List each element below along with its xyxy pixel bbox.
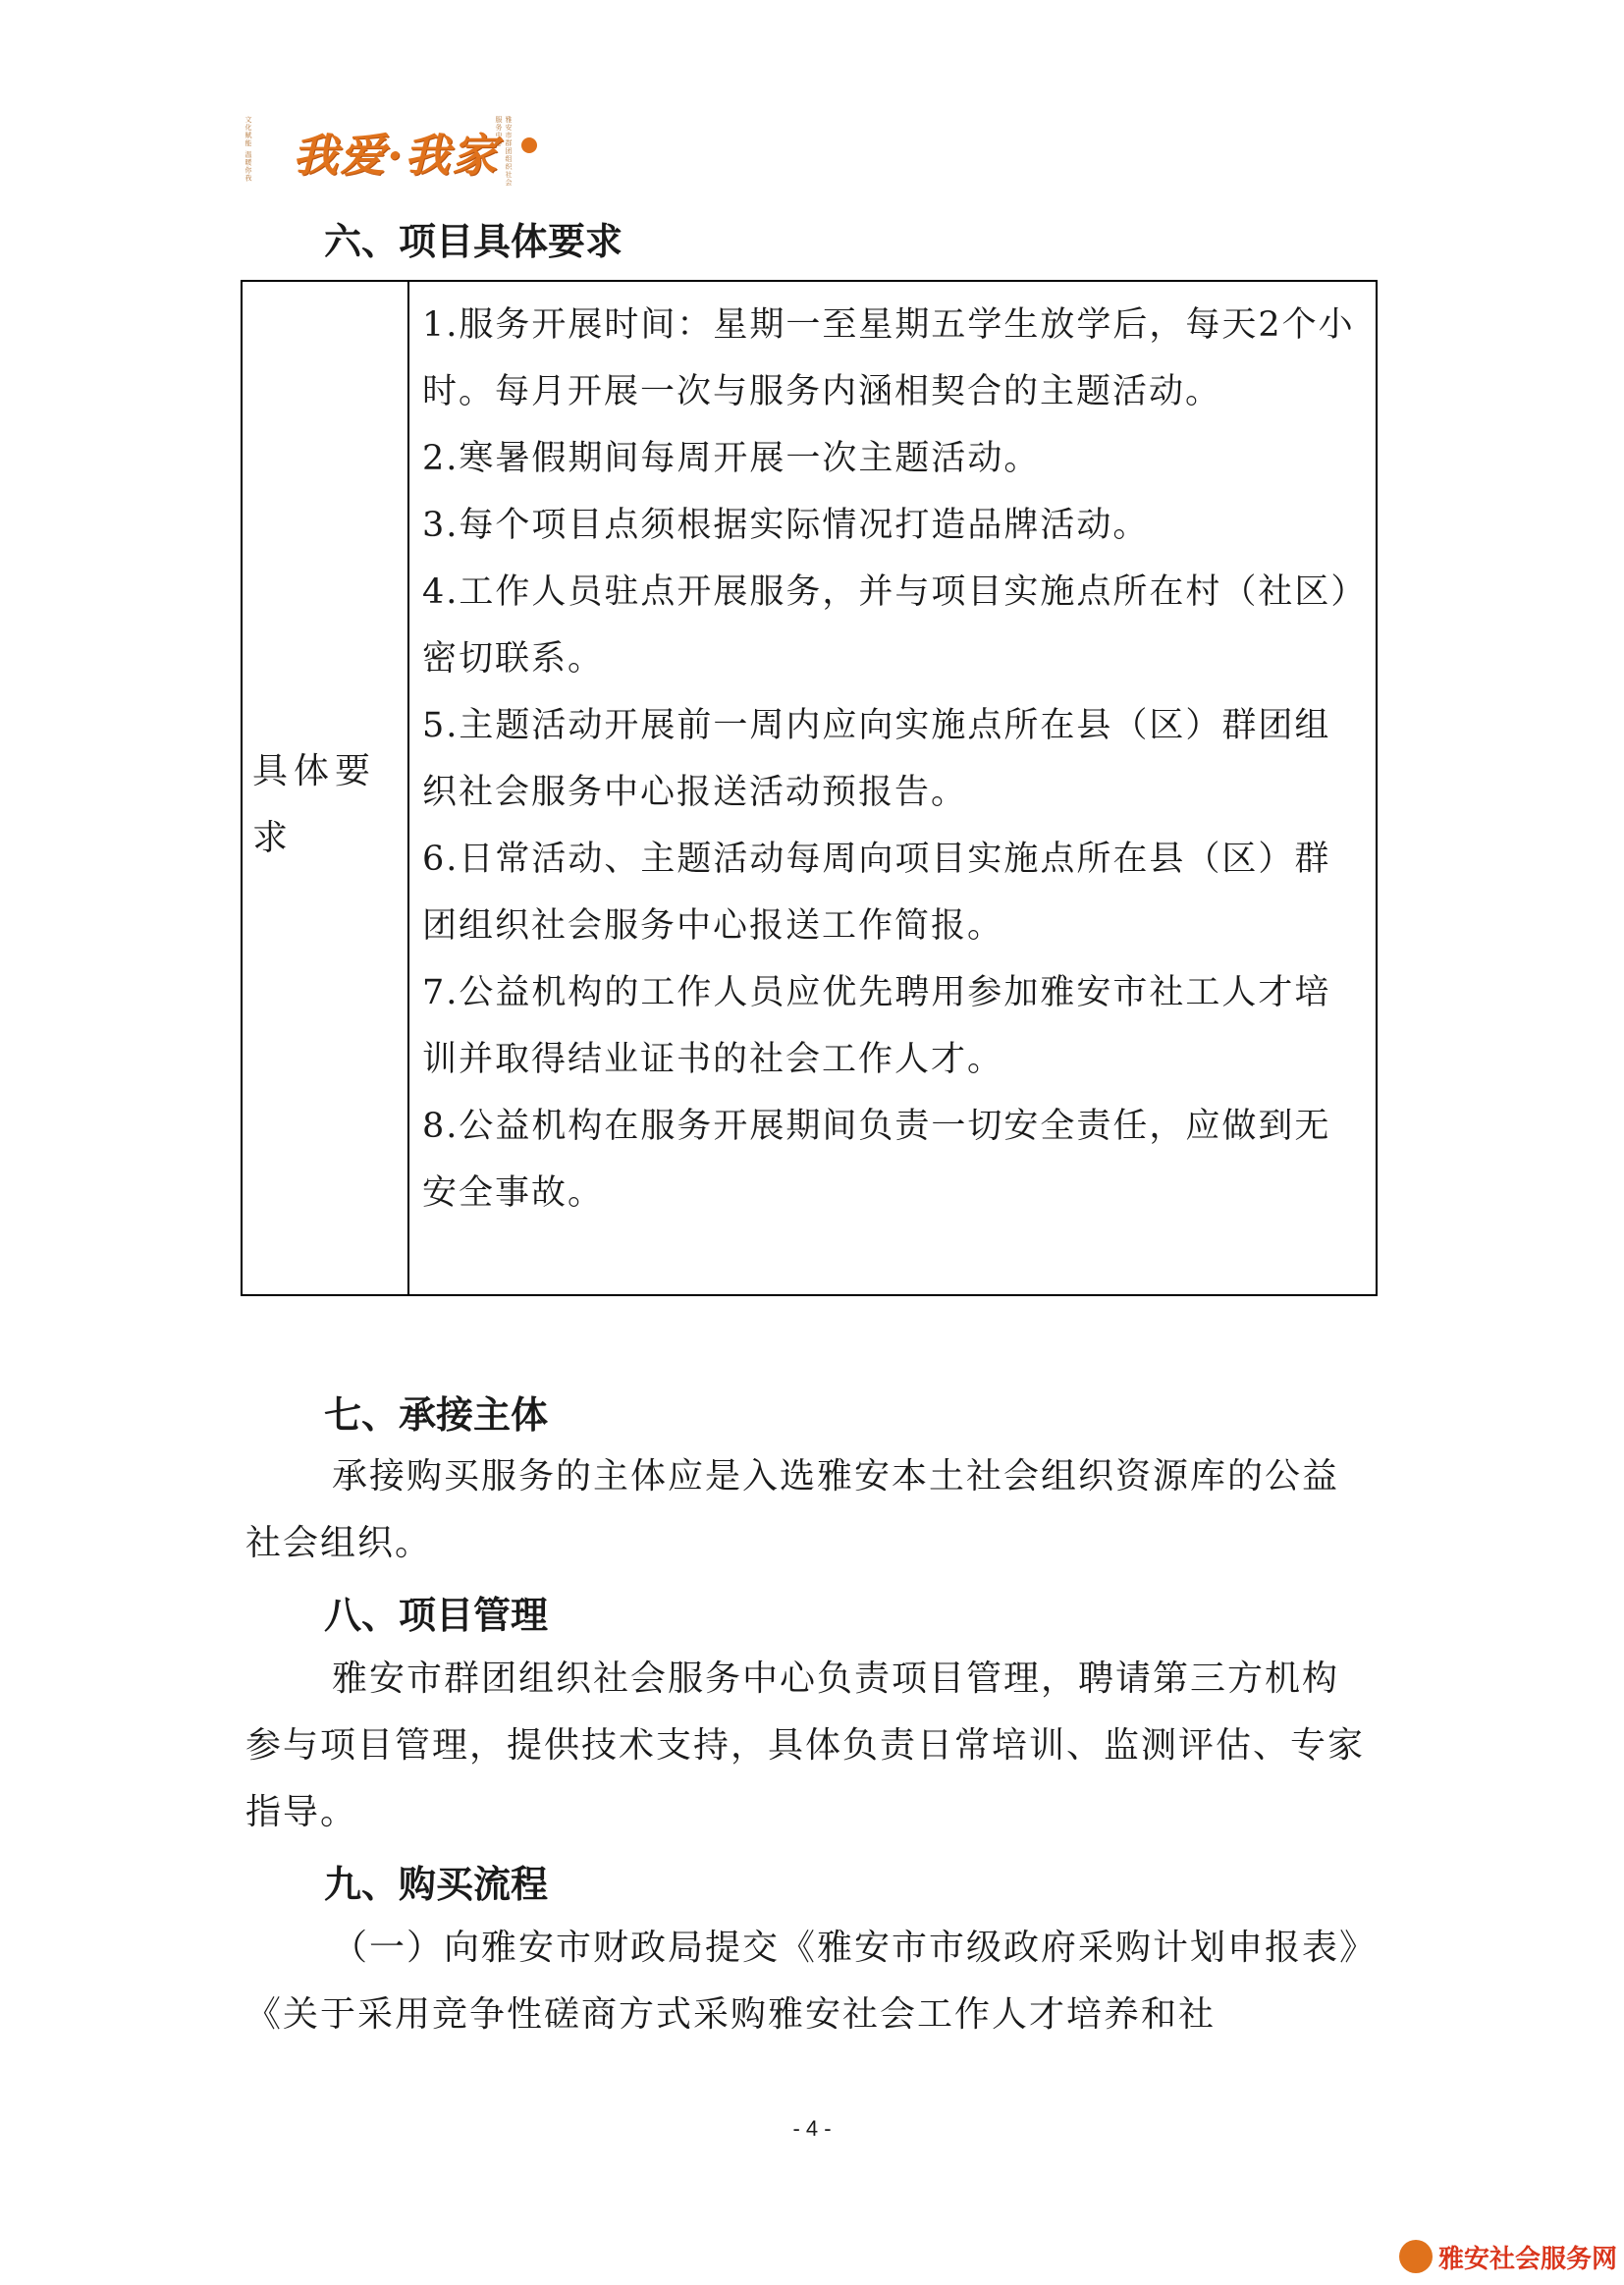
section-heading-6: 六、项目具体要求 — [324, 220, 623, 263]
logo-side-text-left: 文化赋能 温暖你我 — [244, 116, 252, 183]
requirement-item: 2.寒暑假期间每周开展一次主题活动。 — [422, 439, 1041, 478]
logo-seal-icon — [521, 137, 537, 153]
requirement-item: 3.每个项目点须根据实际情况打造品牌活动。 — [422, 506, 1150, 545]
requirement-item: 1.服务开展时间：星期一至星期五学生放学后，每天2个小时。每月开展一次与服务内涵相契合的主题活动。 — [422, 305, 1355, 411]
requirement-item: 6.日常活动、主题活动每周向项目实施点所在县（区）群团组织社会服务中心报送工作简报。 — [422, 840, 1331, 946]
table-column-divider — [407, 282, 409, 1294]
section-8-paragraph: 雅安市群团组织社会服务中心负责项目管理，聘请第三方机构参与项目管理，提供技术支持，具体负责日常培训、监测评估、专家指导。 — [245, 1659, 1366, 1832]
heart-logo-icon — [1399, 2240, 1433, 2273]
requirements-table — [241, 280, 1378, 1296]
requirement-item: 7.公益机构的工作人员应优先聘用参加雅安市社工人才培训并取得结业证书的社会工作人才。 — [422, 973, 1331, 1079]
requirement-item: 4.工作人员驻点开展服务，并与项目实施点所在村（社区）密切联系。 — [422, 572, 1350, 679]
page-number: - 4 - — [792, 2116, 832, 2141]
logo-side-text-right: 雅安市群团组织社会服务中心 — [495, 116, 513, 187]
table-label-cell: 具体要求 — [252, 751, 377, 858]
section-7-paragraph: 承接购买服务的主体应是入选雅安本土社会组织资源库的公益社会组织。 — [245, 1456, 1340, 1563]
watermark — [1399, 2237, 1617, 2276]
watermark-text: 雅安社会服务网 — [1438, 2244, 1618, 2274]
requirement-item: 5.主题活动开展前一周内应向实施点所在县（区）群团组织社会服务中心报送活动预报告。 — [422, 706, 1331, 812]
logo-title: 我爱·我家 — [293, 129, 500, 182]
table-content-cell — [422, 292, 1365, 1226]
section-heading-9: 九、购买流程 — [324, 1863, 549, 1906]
section-heading-7: 七、承接主体 — [324, 1393, 549, 1437]
section-9-paragraph: （一）向雅安市财政局提交《雅安市市级政府采购计划申报表》《关于采用竞争性磋商方式采购雅安社会工作人才培养和社 — [245, 1928, 1360, 2035]
header-logo — [244, 110, 538, 190]
section-heading-8: 八、项目管理 — [324, 1594, 549, 1637]
requirement-item: 8.公益机构在服务开展期间负责一切安全责任，应做到无安全事故。 — [422, 1107, 1331, 1213]
